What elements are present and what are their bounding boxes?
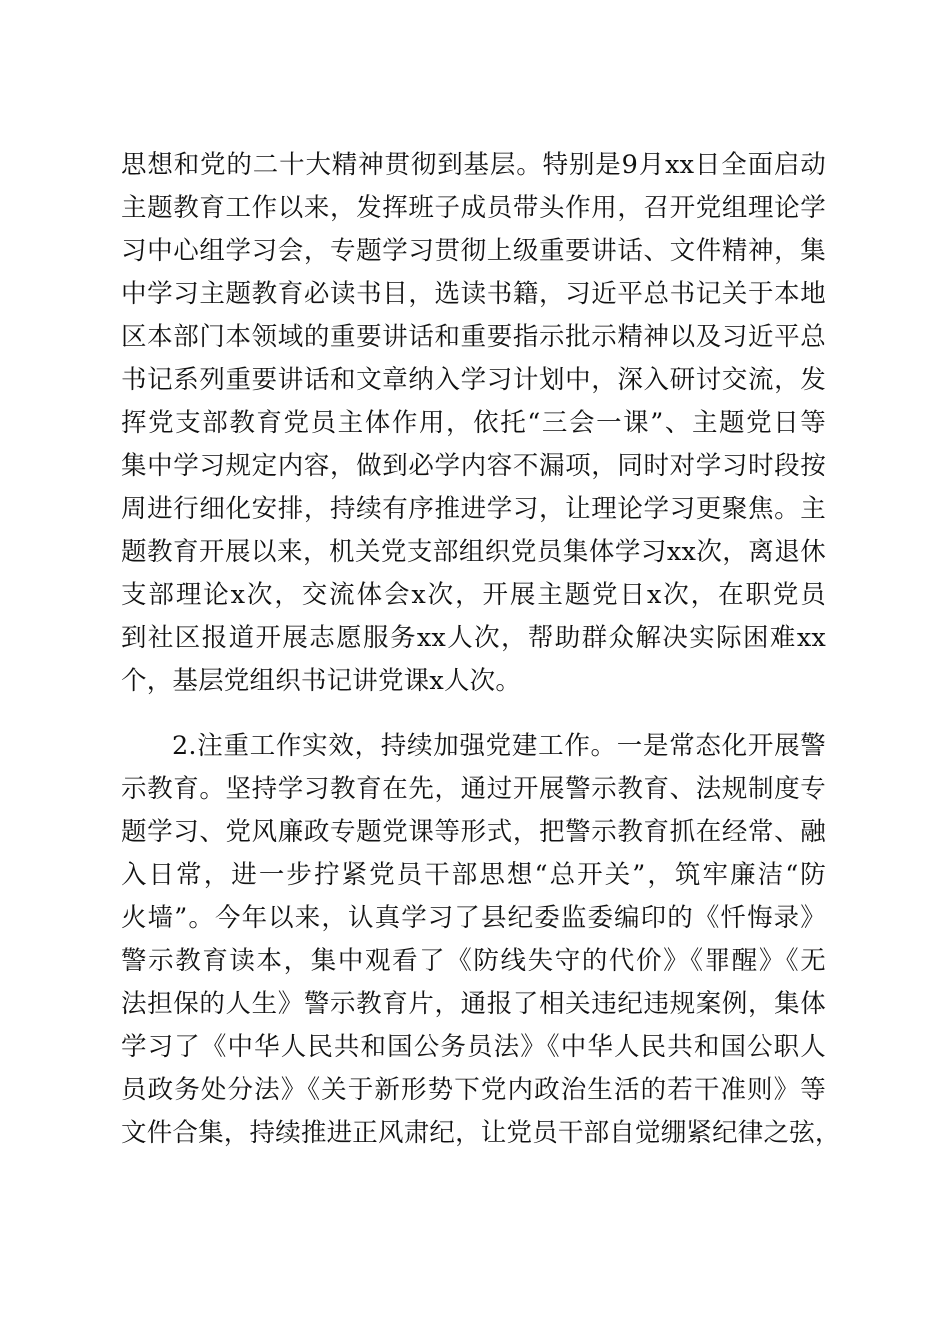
- text-line-23: 文件合集，持续推进正风肃纪，让党员干部自觉绷紧纪律之弦，: [121, 1118, 841, 1148]
- text-line-2: 主题教育工作以来，发挥班子成员带头作用，召开党组理论学: [121, 193, 826, 223]
- text-line-20: 法担保的人生》警示教育片，通报了相关违纪违规案例，集体: [121, 989, 826, 1019]
- text-line-16: 题学习、党风廉政专题党课等形式，把警示教育抓在经常、融: [121, 817, 826, 847]
- text-line-1: 思想和党的二十大精神贯彻到基层。特别是9月xx日全面启动: [121, 150, 826, 180]
- text-line-21: 学习了《中华人民共和国公务员法》《中华人民共和国公职人: [121, 1032, 826, 1062]
- text-line-18: 火墙”。今年以来，认真学习了县纪委监委编印的《忏悔录》: [121, 903, 826, 933]
- text-line-6: 书记系列重要讲话和文章纳入学习计划中，深入研讨交流，发: [121, 365, 826, 395]
- text-line-15: 示教育。坚持学习教育在先，通过开展警示教育、法规制度专: [121, 774, 826, 804]
- text-line-11: 支部理论x次，交流体会x次，开展主题党日x次，在职党员: [121, 580, 826, 610]
- text-line-22: 员政务处分法》《关于新形势下党内政治生活的若干准则》等: [121, 1075, 826, 1105]
- text-line-9: 周进行细化安排，持续有序推进学习，让理论学习更聚焦。主: [121, 494, 826, 524]
- text-line-7: 挥党支部教育党员主体作用，依托“三会一课”、主题党日等: [121, 408, 826, 438]
- text-line-13: 个，基层党组织书记讲党课x人次。: [121, 666, 522, 696]
- text-line-10: 题教育开展以来，机关党支部组织党员集体学习xx次，离退休: [121, 537, 826, 567]
- text-line-19: 警示教育读本，集中观看了《防线失守的代价》《罪醒》《无: [121, 946, 826, 976]
- text-line-17: 入日常，进一步拧紧党员干部思想“总开关”，筑牢廉洁“防: [121, 860, 826, 890]
- text-line-12: 到社区报道开展志愿服务xx人次，帮助群众解决实际困难xx: [121, 623, 826, 653]
- text-line-3: 习中心组学习会，专题学习贯彻上级重要讲话、文件精神，集: [121, 236, 826, 266]
- text-line-8: 集中学习规定内容，做到必学内容不漏项，同时对学习时段按: [121, 451, 826, 481]
- text-line-4: 中学习主题教育必读书目，选读书籍，习近平总书记关于本地: [121, 279, 826, 309]
- text-line-14: 2.注重工作实效，持续加强党建工作。一是常态化开展警: [172, 731, 826, 761]
- text-line-5: 区本部门本领域的重要讲话和重要指示批示精神以及习近平总: [121, 322, 826, 352]
